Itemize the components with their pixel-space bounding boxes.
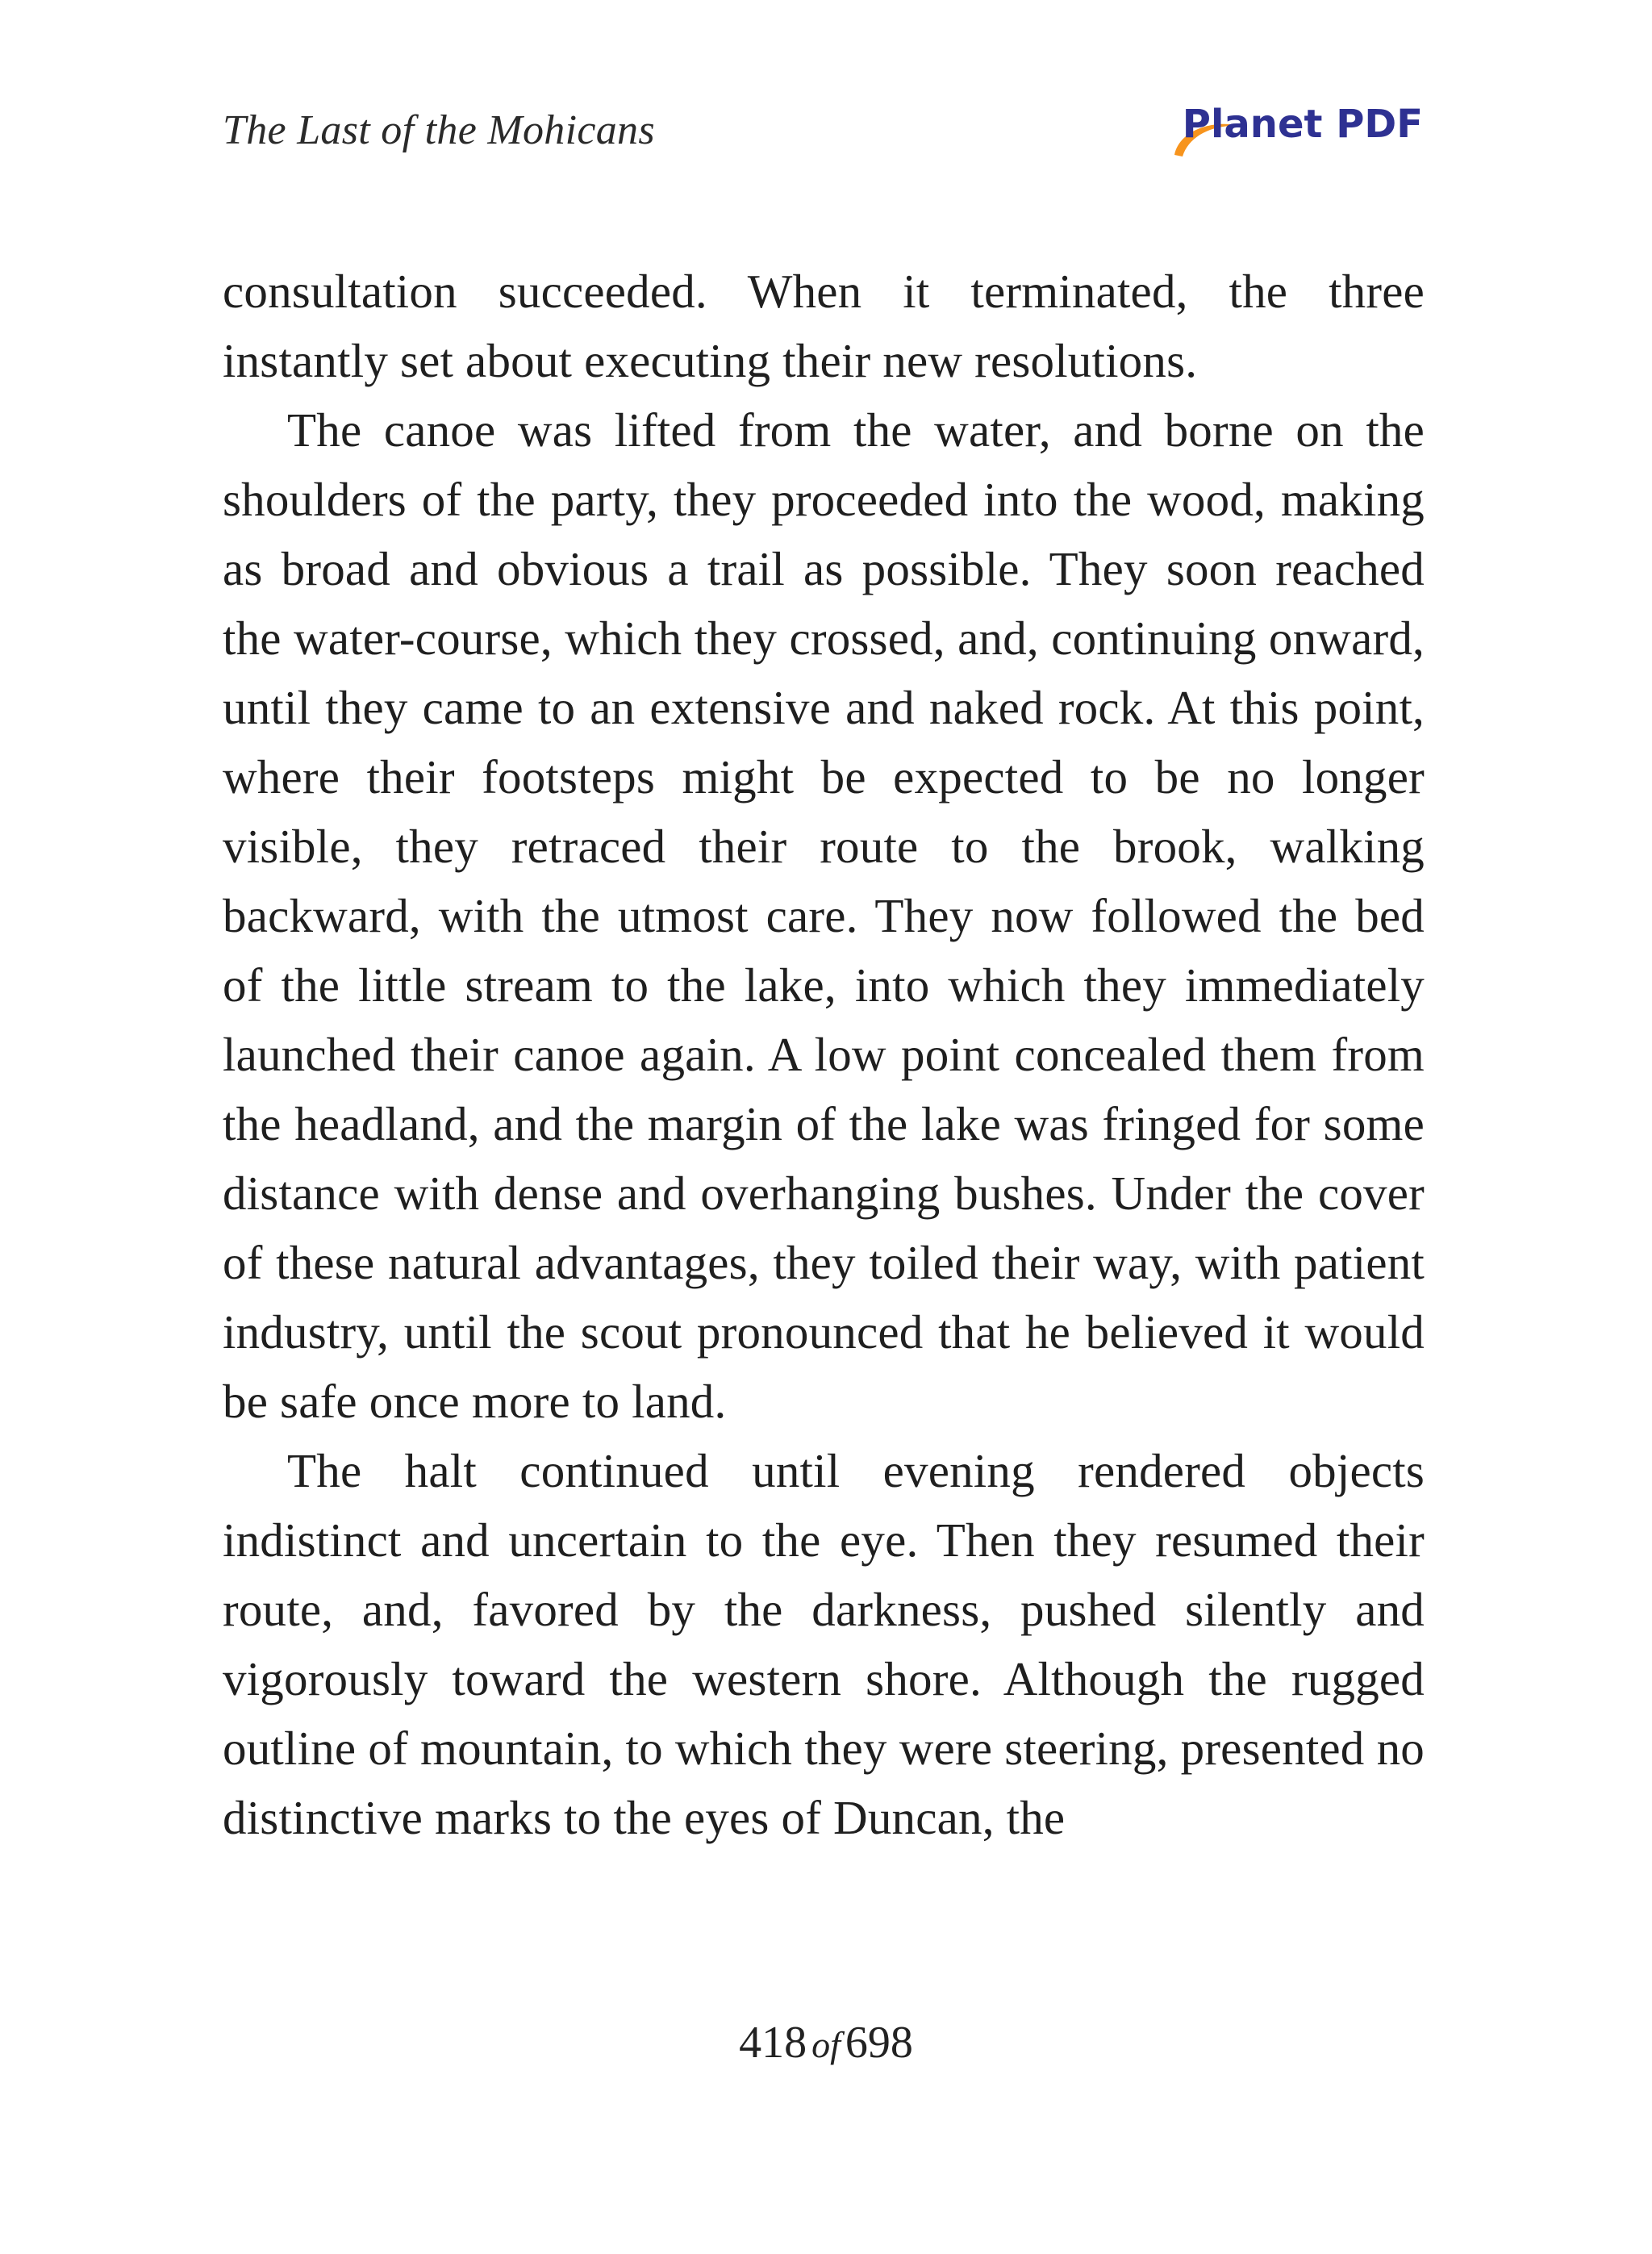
- page-of-label: of: [811, 2024, 841, 2065]
- page-footer: [0, 2017, 1652, 2068]
- paragraph: The halt continued until evening rendered objects indistinct and uncertain to the eye. Then they resumed their route, and, favored by the darkness, pushed silently and vigorously toward the western shore. Although the rugged outline of mountain, to which they were steering, presented no distinctive marks to the eyes of Duncan, the: [223, 1444, 1425, 1844]
- page-header: [223, 97, 1429, 169]
- total-pages: 698: [845, 2018, 913, 2068]
- logo-text: Planet PDF: [1182, 102, 1423, 147]
- page-body: [223, 257, 1425, 1852]
- paragraph: The canoe was lifted from the water, and borne on the shoulders of the party, they proceeded into the wood, making as broad and obvious a trail as possible. They soon reached the water-course, which they crossed, and, continuing onward, until they came to an extensive and naked rock. At this point, where their footsteps might be expected to be no longer visible, they retraced their route to the brook, walking backward, with the utmost care. They now followed the bed of the little stream to the lake, into which they immediately launched their canoe again. A low point concealed them from the headland, and the margin of the lake was fringed for some distance with dense and overhanging bushes. Under the cover of these natural advantages, they toiled their way, with patient industry, until the scout pronounced that he believed it would be safe once more to land.: [223, 403, 1425, 1428]
- paragraph: consultation succeeded. When it terminated, the three instantly set about executing their new resolutions.: [223, 265, 1425, 387]
- current-page-number: 418: [739, 2018, 807, 2068]
- planet-pdf-logo: [1157, 97, 1423, 161]
- book-title: The Last of the Mohicans: [223, 107, 655, 153]
